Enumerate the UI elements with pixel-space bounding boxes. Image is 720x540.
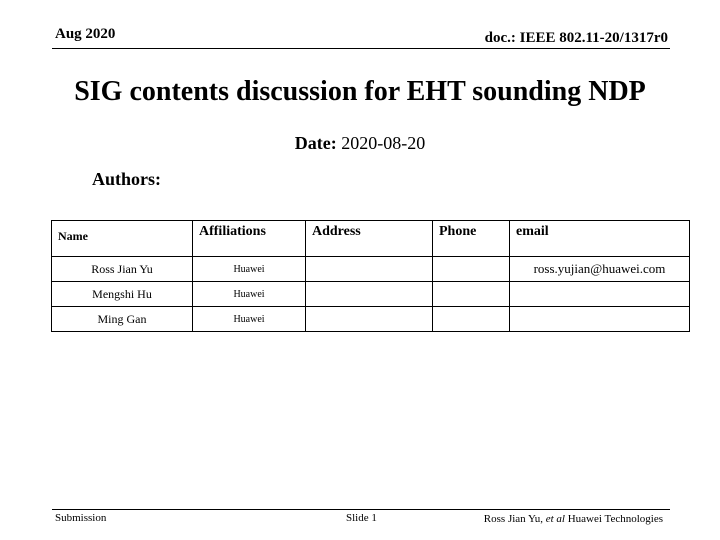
header-address: Address: [306, 221, 433, 257]
table-row: [52, 307, 690, 332]
table-row: [52, 257, 690, 282]
author-affiliation: Huawei: [193, 257, 306, 282]
author-address: [306, 307, 433, 332]
author-email: [510, 282, 690, 307]
table-header-row: [52, 221, 690, 257]
author-email: ross.yujian@huawei.com: [510, 257, 690, 282]
header-affiliations: Affiliations: [193, 221, 306, 257]
document-id: doc.: IEEE 802.11-20/1317r0: [484, 30, 668, 46]
author-name: Mengshi Hu: [52, 282, 193, 307]
header-email: email: [510, 221, 690, 257]
footer-org: Huawei Technologies: [567, 513, 663, 525]
date-value: 2020-08-20: [341, 133, 426, 153]
table-row: [52, 282, 690, 307]
header-date: Aug 2020: [55, 26, 116, 42]
author-name: Ming Gan: [52, 307, 193, 332]
author-name: Ross Jian Yu: [52, 257, 193, 282]
date-label: Date:: [294, 133, 337, 153]
author-affiliation: Huawei: [193, 282, 306, 307]
author-phone: [433, 257, 510, 282]
footer-et-al: et al: [545, 513, 565, 525]
authors-table: [51, 220, 690, 332]
date-line: [0, 133, 720, 154]
authors-heading: Authors:: [92, 169, 162, 189]
author-address: [306, 282, 433, 307]
header-name: Name: [52, 221, 193, 257]
header-divider: [52, 48, 670, 49]
author-email: [510, 307, 690, 332]
header-phone: Phone: [433, 221, 510, 257]
author-affiliation: Huawei: [193, 307, 306, 332]
slide-title: SIG contents discussion for EHT sounding NDP: [74, 76, 646, 107]
author-address: [306, 257, 433, 282]
slide-number: Slide 1: [346, 512, 377, 524]
footer-author: [484, 513, 663, 525]
footer-author-name: Ross Jian Yu,: [483, 513, 543, 525]
footer-submission: Submission: [55, 512, 107, 524]
author-phone: [433, 282, 510, 307]
footer-divider: [52, 509, 670, 510]
author-phone: [433, 307, 510, 332]
